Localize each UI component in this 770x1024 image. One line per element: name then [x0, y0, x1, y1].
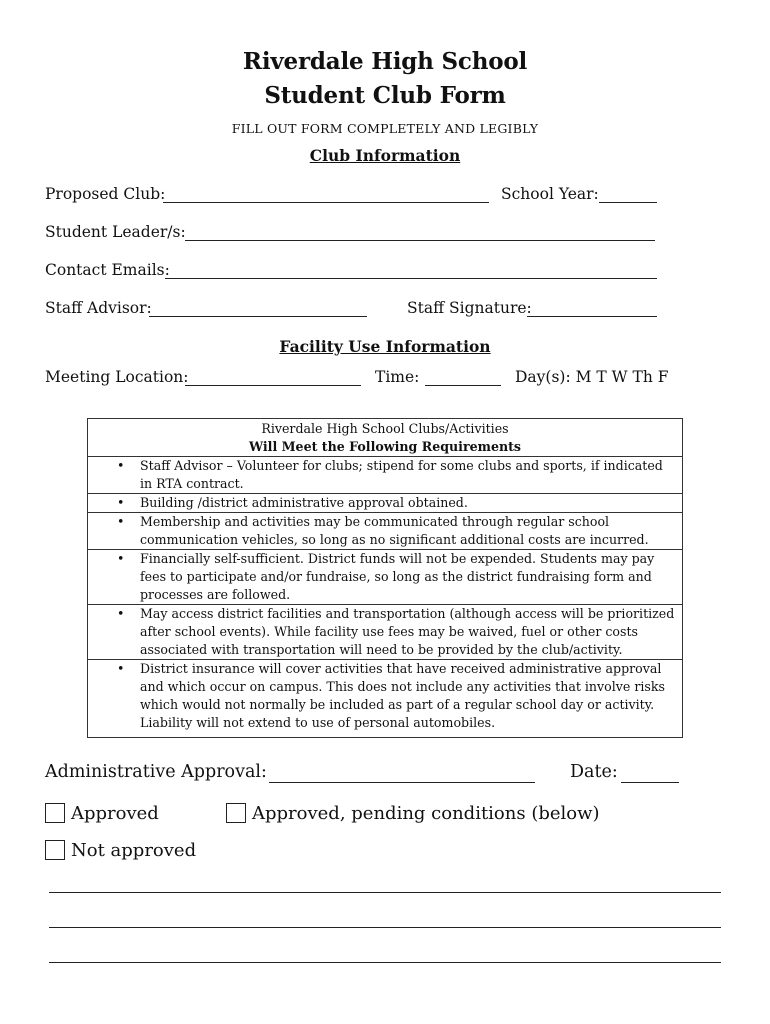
- conditions-line[interactable]: [49, 927, 721, 928]
- bullet-icon: •: [117, 458, 125, 473]
- requirement-item: [88, 457, 682, 494]
- requirement-item: [88, 494, 682, 513]
- requirement-text: Membership and activities may be communicated through regular school communication vehicles, so long as no significant additional costs are incurred.: [140, 514, 649, 547]
- requirement-item: [88, 513, 682, 550]
- proposed-club-label: Proposed Club:: [45, 185, 166, 203]
- proposed-club-row: [45, 185, 725, 209]
- requirement-text: Building /district administrative approval obtained.: [140, 495, 468, 510]
- student-leaders-label: Student Leader/s:: [45, 223, 186, 241]
- approved-pending-checkbox[interactable]: [226, 803, 246, 823]
- not-approved-option[interactable]: [45, 840, 196, 861]
- school-name: Riverdale High School: [242, 48, 528, 75]
- facility-use-heading: Facility Use Information: [279, 337, 491, 356]
- requirement-item: [88, 605, 682, 660]
- approved-option[interactable]: [45, 803, 159, 824]
- conditions-line[interactable]: [49, 962, 721, 963]
- proposed-club-field[interactable]: [163, 202, 489, 203]
- school-year-field[interactable]: [599, 202, 657, 203]
- bullet-icon: •: [117, 661, 125, 676]
- requirements-subtitle: Will Meet the Following Requirements: [248, 439, 522, 454]
- time-label: Time:: [375, 368, 420, 386]
- requirement-text: Staff Advisor – Volunteer for clubs; stipend for some clubs and sports, if indicated in RTA contract.: [140, 458, 663, 491]
- contact-emails-label: Contact Emails:: [45, 261, 170, 279]
- contact-emails-field[interactable]: [165, 278, 657, 279]
- requirements-box: [87, 418, 683, 738]
- meeting-location-label: Meeting Location:: [45, 368, 189, 386]
- form-instruction: FILL OUT FORM COMPLETELY AND LEGIBLY: [231, 121, 539, 136]
- bullet-icon: •: [117, 606, 125, 621]
- approved-checkbox[interactable]: [45, 803, 65, 823]
- bullet-icon: •: [117, 551, 125, 566]
- not-approved-checkbox[interactable]: [45, 840, 65, 860]
- administrative-approval-label: Administrative Approval:: [45, 762, 267, 782]
- staff-signature-field[interactable]: [527, 316, 657, 317]
- form-title: Student Club Form: [264, 82, 506, 109]
- requirement-item: [88, 660, 682, 732]
- staff-advisor-label: Staff Advisor:: [45, 299, 152, 317]
- administrative-approval-field[interactable]: [269, 782, 535, 783]
- requirement-text: May access district facilities and transportation (although access will be prioritized after school events). While facility use fees may be waived, fuel or other costs associated with transportation will need to be provided by the club/activity.: [140, 606, 675, 657]
- approved-pending-option[interactable]: [226, 803, 600, 824]
- bullet-icon: •: [117, 495, 125, 510]
- approved-label: Approved: [71, 803, 159, 824]
- contact-emails-row: [45, 261, 725, 285]
- club-information-heading: Club Information: [309, 146, 461, 165]
- student-leaders-field[interactable]: [185, 240, 655, 241]
- date-field[interactable]: [621, 782, 679, 783]
- requirement-item: [88, 550, 682, 605]
- approved-pending-label: Approved, pending conditions (below): [252, 803, 600, 824]
- time-field[interactable]: [425, 385, 501, 386]
- requirements-title: Riverdale High School Clubs/Activities: [261, 421, 509, 436]
- conditions-line[interactable]: [49, 892, 721, 893]
- staff-advisor-row: [45, 299, 725, 323]
- date-label: Date:: [570, 762, 618, 782]
- days-label: Day(s): M T W Th F: [515, 368, 669, 386]
- requirement-text: Financially self-sufficient. District funds will not be expended. Students may pay fees to participate and/or fundraise, so long as the district fundraising form and processes are followed.: [140, 551, 655, 602]
- meeting-row: [45, 368, 725, 392]
- meeting-location-field[interactable]: [185, 385, 361, 386]
- staff-signature-label: Staff Signature:: [407, 299, 532, 317]
- requirements-header: [88, 419, 682, 457]
- requirement-text: District insurance will cover activities that have received administrative approval and which occur on campus. This does not include any activities that involve risks which would not normally be included as part of a regular school day or activity. Liability will not extend to use of personal automobiles.: [140, 661, 665, 730]
- school-year-label: School Year:: [501, 185, 599, 203]
- not-approved-label: Not approved: [71, 840, 197, 861]
- staff-advisor-field[interactable]: [149, 316, 367, 317]
- bullet-icon: •: [117, 514, 125, 529]
- student-leaders-row: [45, 223, 725, 247]
